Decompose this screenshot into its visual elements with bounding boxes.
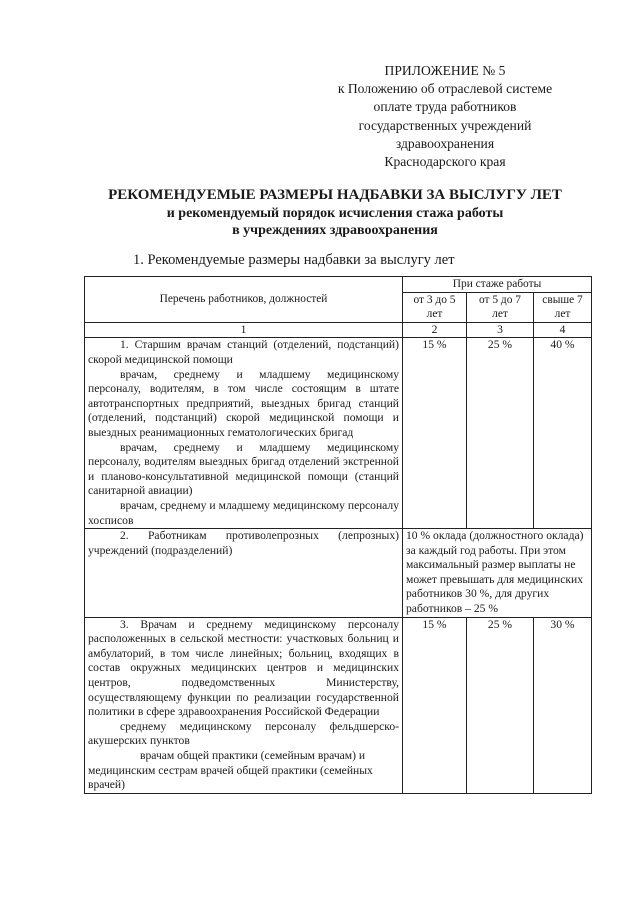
table-row bbox=[85, 617, 592, 793]
header-3-5-years: от 3 до 5 лет bbox=[403, 292, 467, 322]
paragraph: врачам, среднему и младшему медицинскому персоналу хосписов bbox=[88, 498, 399, 527]
paragraph: врачам, среднему и младшему медицинскому персоналу, водителям, в том числе состоящим в штате автотранспортных предприятий, выездных бригад станций (отделений, подстанций) скорой медицинской помощи и выездных реанимационных гематологических бригад bbox=[88, 367, 399, 439]
value-3-5: 15 % bbox=[403, 617, 467, 793]
row-description bbox=[85, 529, 403, 618]
title-line-3: в учреждениях здравоохранения bbox=[232, 223, 438, 238]
column-number-row bbox=[85, 322, 592, 338]
title-line-2: и рекомендуемый порядок исчисления стажа работы bbox=[166, 206, 504, 221]
table-row bbox=[85, 529, 592, 618]
appendix-title: ПРИЛОЖЕНИЕ № 5 bbox=[384, 63, 506, 78]
paragraph: 3. Врачам и среднему медицинскому персоналу расположенных в сельской местности: участковых больниц и амбулаторий, в том числе линейных; больниц, входящих в состав окружных медицинских центров и медицинских центров, подведомственных Министерству, осуществляющему функции по реализации государственной политики в сфере здравоохранения Российской Федерации bbox=[88, 617, 399, 719]
col-number: 4 bbox=[534, 322, 592, 338]
header-over-7-years: свыше 7 лет bbox=[534, 292, 592, 322]
appendix-line: государственных учреждений bbox=[358, 117, 532, 133]
paragraph: врачам, среднему и младшему медицинскому персоналу, водителям выездных бригад отделений экстренной и планово-консультативной медицинской помощи (станций санитарной авиации) bbox=[88, 440, 399, 498]
appendix-header bbox=[300, 62, 590, 171]
section-heading: 1. Рекомендуемые размеры надбавки за выслугу лет bbox=[133, 252, 455, 268]
header-5-7-years: от 5 до 7 лет bbox=[467, 292, 534, 322]
col-number: 3 bbox=[467, 322, 534, 338]
value-5-7: 25 % bbox=[467, 617, 534, 793]
value-over-7: 30 % bbox=[534, 617, 592, 793]
paragraph: 2. Работникам противолепрозных (лепрозных) учреждений (подразделений) bbox=[88, 529, 399, 557]
allowance-table bbox=[84, 276, 592, 794]
row-description bbox=[85, 338, 403, 529]
header-positions: Перечень работников, должностей bbox=[85, 277, 403, 323]
merged-note: 10 % оклада (должностного оклада) за каждый год работы. При этом максимальный размер выплаты не может превышать для медицинских работников 30 %, для других работников – 25 % bbox=[403, 529, 592, 618]
document-title bbox=[40, 185, 630, 239]
appendix-line: оплате труда работников bbox=[373, 99, 517, 115]
header-experience: При стаже работы bbox=[403, 277, 592, 293]
table-row bbox=[85, 338, 592, 529]
col-number: 2 bbox=[403, 322, 467, 338]
paragraph: 1. Старшим врачам станций (отделений, подстанций) скорой медицинской помощи bbox=[88, 338, 399, 366]
paragraph: врачам общей практики (семейным врачам) и медицинским сестрам врачей общей практики (семейных врачей) bbox=[88, 749, 373, 792]
value-over-7: 40 % bbox=[534, 338, 592, 529]
appendix-line: Краснодарского края bbox=[384, 154, 506, 170]
row-description bbox=[85, 617, 403, 793]
appendix-line: к Положению об отраслевой системе bbox=[337, 81, 553, 97]
title-line-1: РЕКОМЕНДУЕМЫЕ РАЗМЕРЫ НАДБАВКИ ЗА ВЫСЛУГУ ЛЕТ bbox=[108, 187, 562, 203]
value-5-7: 25 % bbox=[467, 338, 534, 529]
paragraph: среднему медицинскому персоналу фельдшерско-акушерских пунктов bbox=[88, 719, 399, 748]
col-number: 1 bbox=[85, 322, 403, 338]
appendix-line: здравоохранения bbox=[395, 135, 495, 151]
value-3-5: 15 % bbox=[403, 338, 467, 529]
